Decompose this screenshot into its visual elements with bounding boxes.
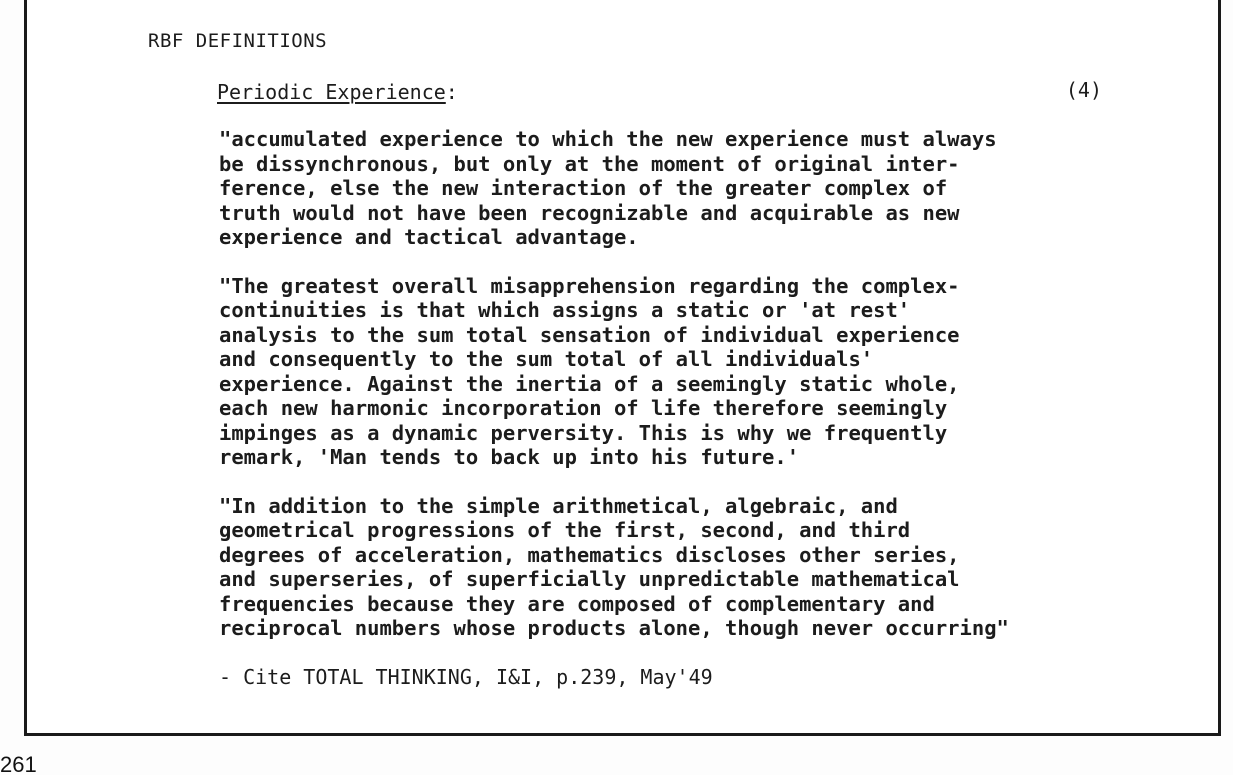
quote-paragraph-3: "In addition to the simple arithmetical, algebraic, and geometrical progressions of the first, second, and third degrees of acceleration, mathematics discloses other series, and superseries, of superficially unpredictable mathematical frequencies because they are composed of complementary and reciprocal numbers whose products alone, though never occurring" <box>219 493 1009 640</box>
term-title: Periodic Experience <box>217 80 446 104</box>
definition-body <box>219 127 1179 689</box>
quote-paragraph-2: "The greatest overall misapprehension regarding the complex- continuities is that which assigns a static or 'at rest' analysis to the sum total sensation of individual experience and consequently to the sum total of all individuals' experience. Against the inertia of a seemingly static whole, each new harmonic incorporation of life therefore seemingly impinges as a dynamic perversity. This is why we frequently remark, 'Man tends to back up into his future.' <box>219 273 960 469</box>
reference-number: (4) <box>1065 78 1102 102</box>
definition-card <box>24 0 1221 736</box>
term-heading <box>217 80 458 104</box>
page-header: RBF DEFINITIONS <box>148 30 328 52</box>
quote-paragraph-1: "accumulated experience to which the new experience must always be dissynchronous, but only at the moment of original inter- ference, else the new interaction of the greater complex of truth would not have been recognizable and acquirable as new experience and tactical advantage. <box>219 127 997 249</box>
page-number: 261 <box>0 752 37 775</box>
citation: - Cite TOTAL THINKING, I&I, p.239, May'49 <box>219 664 713 689</box>
term-colon: : <box>445 80 458 104</box>
